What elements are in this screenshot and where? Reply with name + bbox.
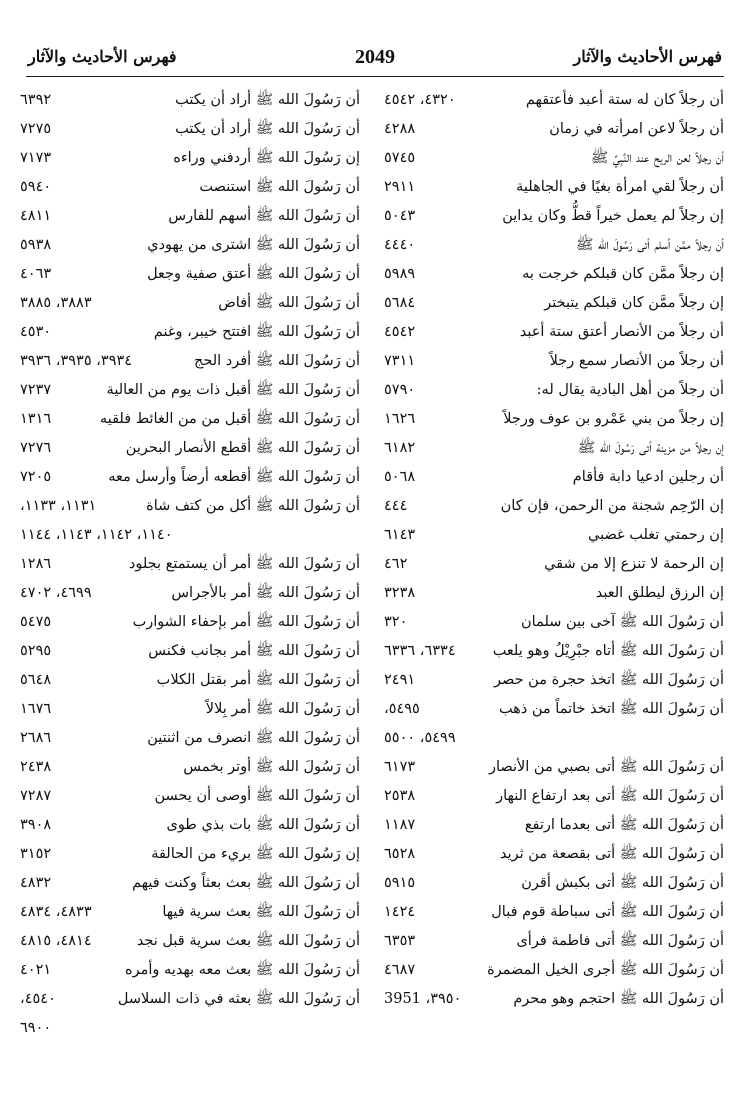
header-rule [26, 76, 724, 77]
index-entry [384, 869, 724, 898]
entry-refs: ٥٩١٥ [384, 875, 416, 891]
index-entry [20, 86, 360, 115]
entry-text: أن رَسُولَ الله ﷺ اتخذ حجرة من حصر [494, 672, 724, 688]
entry-text: أن رَسُولَ الله ﷺ أتى بقصعة من ثريد [499, 846, 724, 862]
index-entry [20, 405, 360, 434]
entry-refs: ٧٢٧٦ [20, 440, 52, 456]
index-entry [384, 376, 724, 405]
entry-text: أن رَسُولَ الله ﷺ أراد أن يكتب [175, 121, 360, 137]
entry-text: إن رَسُولَ الله ﷺ بريء من الحالقة [151, 846, 360, 862]
entry-refs-continued: ١١٤٠، ١١٤٢، ١١٤٣، ١١٤٤ [20, 527, 173, 543]
entry-refs: ٢٤٩١ [384, 672, 416, 688]
entry-refs: ١٤٢٤ [384, 904, 416, 920]
index-entry [384, 260, 724, 289]
entry-text: إن رجلاً ممَّن كان قبلكم يتبختر [544, 295, 724, 311]
entry-text: أن رَسُولَ الله ﷺ أفرد الحج [193, 353, 360, 369]
entry-refs: ٣٢٠ [384, 614, 408, 630]
entry-refs: ٢٥٣٨ [384, 788, 416, 804]
entry-refs: ٤٥٤٠، [20, 991, 56, 1007]
entry-text: أن رجلاً لاعن امرأته في زمان [549, 121, 724, 137]
entry-text: أن رَسُولَ الله ﷺ أمر بِلالاً [205, 701, 360, 717]
entry-text: أن رَسُولَ الله ﷺ انصرف من اثنتين [147, 730, 360, 746]
index-entry [20, 695, 360, 724]
entry-refs: ٥٢٩٥ [20, 643, 52, 659]
entry-refs: ٣٢٣٨ [384, 585, 416, 601]
entry-refs: ٣٩٠٨ [20, 817, 52, 833]
entry-refs: ٤٨١١ [20, 208, 52, 224]
index-entry [384, 289, 724, 318]
entry-refs: ٤٤٤ [384, 498, 408, 514]
entry-refs: ١٦٧٦ [20, 701, 52, 717]
entry-text: أن رجلاً لقي امرأة بغيًا في الجاهلية [516, 179, 724, 195]
right-column [384, 86, 724, 1014]
entry-refs: ٦١٧٣ [384, 759, 416, 775]
index-entry [384, 898, 724, 927]
entry-refs: ٤٦٨٧ [384, 962, 416, 978]
entry-text: أن رَسُولَ الله ﷺ بات بذي طوى [166, 817, 360, 833]
index-entry [384, 434, 724, 463]
entry-refs: ٥٤٧٥ [20, 614, 52, 630]
entry-refs: ٤٨١٤، ٤٨١٥ [20, 933, 92, 949]
entry-text: أن رَسُولَ الله ﷺ أمر أن يستمتع بجلود [128, 556, 360, 572]
entry-text: أن رَسُولَ الله ﷺ أوصى أن يحسن [154, 788, 360, 804]
index-entry [20, 144, 360, 173]
entry-refs: ٤٥٤٢ [384, 324, 416, 340]
entry-text: أن رَسُولَ الله ﷺ أراد أن يكتب [175, 92, 360, 108]
index-entry [20, 260, 360, 289]
index-entry [384, 231, 724, 260]
entry-refs: ٦١٤٣ [384, 527, 416, 543]
index-entry [20, 608, 360, 637]
index-entry [384, 985, 724, 1014]
index-entry [20, 376, 360, 405]
entry-refs: ٤٠٢١ [20, 962, 52, 978]
index-entry [20, 869, 360, 898]
entry-refs: ١٣١٦ [20, 411, 52, 427]
entry-text: إن رجلاً من بني عَمْرو بن عوف ورجلاً [503, 411, 724, 427]
index-entry [384, 927, 724, 956]
entry-refs: ٧٢٧٥ [20, 121, 52, 137]
entry-refs: ٤٥٣٠ [20, 324, 52, 340]
entry-text: إن الرّحِم شجنة من الرحمن، فإن كان [500, 498, 724, 514]
index-entry [20, 115, 360, 144]
entry-text: أن رَسُولَ الله ﷺ أمر بجانب فكنس [148, 643, 360, 659]
index-entry [20, 985, 360, 1043]
index-entry [384, 463, 724, 492]
entry-refs: ٤٣٢٠، ٤٥٤٢ [384, 92, 456, 108]
index-entry [384, 115, 724, 144]
entry-refs: ٢٤٣٨ [20, 759, 52, 775]
index-entry [20, 318, 360, 347]
entry-text: إن الرحمة لا تنزع إلا من شقي [544, 556, 724, 572]
index-entry [20, 347, 360, 376]
index-entry [20, 579, 360, 608]
entry-refs: ٧١٧٣ [20, 150, 52, 166]
entry-text: أن رَسُولَ الله ﷺ أوتر بخمس [183, 759, 360, 775]
entry-text: إن رجلاً ممَّن كان قبلكم خرجت به [522, 266, 724, 282]
entry-text: أن رَسُولَ الله ﷺ أتى بكبش أقرن [521, 875, 724, 891]
entry-refs: ٧٣١١ [384, 353, 416, 369]
entry-text: إن رجلاً لم يعمل خيراً قطُّ وكان يداين [502, 208, 724, 224]
index-entry [384, 318, 724, 347]
entry-refs: ٥٠٤٣ [384, 208, 416, 224]
entry-refs: ٥٩٨٩ [384, 266, 416, 282]
entry-text: أن رجلاً من الأنصار سمع رجلاً [549, 353, 724, 369]
index-entry [384, 666, 724, 695]
index-entry [20, 666, 360, 695]
index-entry [384, 579, 724, 608]
index-entry [20, 231, 360, 260]
entry-text: أن رجلاً ممَّن أسلم أتى رَسُولَ الله ﷺ [575, 237, 724, 253]
entry-refs: ٦٣٥٣ [384, 933, 416, 949]
entry-text: أن رَسُولَ الله ﷺ أمر بالأجراس [171, 585, 360, 601]
index-entry [20, 637, 360, 666]
entry-text: أن رَسُولَ الله ﷺ افتتح خيبر، وغنم [153, 324, 360, 340]
index-entry [20, 289, 360, 318]
entry-refs-continued: ٦٩٠٠ [20, 1020, 52, 1036]
entry-text: أن رَسُولَ الله ﷺ أقطعه أرضاً وأرسل معه [108, 469, 360, 485]
entry-refs: ١١٣١، ١١٣٣، [20, 498, 97, 514]
entry-refs: ٣١٥٢ [20, 846, 52, 862]
index-entry [384, 86, 724, 115]
index-entry [20, 753, 360, 782]
entry-refs: ١٢٨٦ [20, 556, 52, 572]
entry-text: أن رَسُولَ الله ﷺ بعث معه بهديه وأمره [125, 962, 360, 978]
entry-text: أن رجلاً لعن الريح عند النَّبِيِّ ﷺ [590, 150, 724, 166]
index-entry [384, 550, 724, 579]
entry-text: أن رجلاً من الأنصار أعتق ستة أعبد [519, 324, 724, 340]
index-entry [384, 521, 724, 550]
entry-text: أن رجلين ادعيا دابة فأقام [572, 469, 724, 485]
entry-text: أن رَسُولَ الله ﷺ استنصت [199, 179, 360, 195]
index-entry [384, 405, 724, 434]
index-entry [384, 347, 724, 376]
entry-text: أن رَسُولَ الله ﷺ أتى سباطة قوم فبال [491, 904, 724, 920]
index-entry [384, 144, 724, 173]
entry-refs: ٥٦٨٤ [384, 295, 416, 311]
entry-text: إن رَسُولَ الله ﷺ أردفني وراءه [173, 150, 360, 166]
entry-refs: ٦٥٢٨ [384, 846, 416, 862]
entry-text: أن رجلاً كان له ستة أعبد فأعتقهم [525, 92, 724, 108]
entry-refs: ٣٩٥٠، 3951 [384, 991, 462, 1007]
index-entry [20, 550, 360, 579]
entry-refs-continued: ٥٤٩٩، ٥٥٠٠ [384, 730, 456, 746]
entry-refs: ٣٨٨٣، ٣٨٨٥ [20, 295, 92, 311]
entry-text: أن رَسُولَ الله ﷺ أمر بقتل الكلاب [156, 672, 360, 688]
entry-text: إن رجلاً من مزينة أتى رَسُولَ الله ﷺ [577, 440, 724, 456]
entry-refs: ١٦٢٦ [384, 411, 416, 427]
index-entry [20, 173, 360, 202]
entry-text: أن رَسُولَ الله ﷺ اشترى من يهودي [147, 237, 360, 253]
entry-text: أن رَسُولَ الله ﷺ أقبل من من الغائط فلقيه [99, 411, 360, 427]
index-entry [384, 782, 724, 811]
entry-refs: ٤٨٣٢ [20, 875, 52, 891]
entry-refs: ٢٦٨٦ [20, 730, 52, 746]
entry-refs: ١١٨٧ [384, 817, 416, 833]
entry-refs: ٤٨٣٣، ٤٨٣٤ [20, 904, 92, 920]
entry-text: أن رَسُولَ الله ﷺ بعث سرية قبل نجد [136, 933, 360, 949]
entry-refs: ٥٩٤٠ [20, 179, 52, 195]
entry-text: أن رَسُولَ الله ﷺ بعث سرية فيها [162, 904, 360, 920]
entry-refs: ٥٧٩٠ [384, 382, 416, 398]
entry-text: أن رَسُولَ الله ﷺ بعث بعثاً وكنت فيهم [132, 875, 360, 891]
entry-text: أن رجلاً من أهل البادية يقال له: [536, 382, 724, 398]
page-header [28, 40, 722, 74]
index-entry [384, 956, 724, 985]
entry-refs: ٦١٨٢ [384, 440, 416, 456]
index-entry [20, 463, 360, 492]
entry-refs: ٦٣٣٤، ٦٣٣٦ [384, 643, 456, 659]
entry-text: أن رَسُولَ الله ﷺ أفاض [218, 295, 360, 311]
entry-refs: ٥٦٤٨ [20, 672, 52, 688]
entry-refs: ٧٢٠٥ [20, 469, 52, 485]
entry-text: أن رَسُولَ الله ﷺ أقبل ذات يوم من العالية [106, 382, 360, 398]
entry-text: أن رَسُولَ الله ﷺ احتجم وهو محرم [513, 991, 724, 1007]
entry-text: أن رَسُولَ الله ﷺ اتخذ خاتماً من ذهب [498, 701, 724, 717]
entry-text: أن رَسُولَ الله ﷺ بعثه في ذات السلاسل [117, 991, 360, 1007]
entry-refs: ٤٦٩٩، ٤٧٠٢ [20, 585, 92, 601]
index-entry [20, 898, 360, 927]
entry-text: أن رَسُولَ الله ﷺ أقطع الأنصار البحرين [125, 440, 360, 456]
left-column [20, 86, 360, 1043]
index-entry [384, 608, 724, 637]
index-entry [384, 637, 724, 666]
entry-refs: ٦٣٩٢ [20, 92, 52, 108]
entry-text: أن رَسُولَ الله ﷺ أتى بعدما ارتفع [524, 817, 724, 833]
index-entry [20, 956, 360, 985]
entry-refs: ٧٢٨٧ [20, 788, 52, 804]
entry-text: أن رَسُولَ الله ﷺ أتى بعد ارتفاع النهار [496, 788, 724, 804]
entry-text: إن الرزق ليطلق العبد [595, 585, 724, 601]
running-title-left: فهرس الأحاديث والآثار [28, 47, 177, 66]
index-entry [384, 202, 724, 231]
index-entry [20, 927, 360, 956]
entry-text: أن رَسُولَ الله ﷺ أتاه جبْرِيْلُ وهو يلعب [492, 643, 724, 659]
index-entry [20, 492, 360, 550]
entry-refs: ٤٤٤٠ [384, 237, 416, 253]
index-entry [384, 173, 724, 202]
entry-text: إن رحمتي تغلب غضبي [587, 527, 724, 543]
entry-text: أن رَسُولَ الله ﷺ آخى بين سلمان [521, 614, 724, 630]
index-entry [384, 811, 724, 840]
index-entry [20, 434, 360, 463]
entry-refs: ٥٩٣٨ [20, 237, 52, 253]
entry-refs: ٧٢٣٧ [20, 382, 52, 398]
entry-refs: ٤٢٨٨ [384, 121, 416, 137]
entry-refs: ٥٤٩٥، [384, 701, 420, 717]
entry-refs: ٢٩١١ [384, 179, 416, 195]
index-entry [20, 811, 360, 840]
index-entry [20, 840, 360, 869]
entry-refs: ٤٠٦٣ [20, 266, 52, 282]
index-entry [20, 782, 360, 811]
entry-text: أن رَسُولَ الله ﷺ أسهم للفارس [168, 208, 360, 224]
entry-text: أن رَسُولَ الله ﷺ أتى بصبي من الأنصار [488, 759, 724, 775]
entry-text: أن رَسُولَ الله ﷺ أتى فاطمة فرأى [516, 933, 724, 949]
entry-text: أن رَسُولَ الله ﷺ أكل من كتف شاة [146, 498, 360, 514]
index-entry [384, 840, 724, 869]
entry-refs: ٥٠٦٨ [384, 469, 416, 485]
entry-refs: ٤٦٢ [384, 556, 408, 572]
entry-refs: ٥٧٤٥ [384, 150, 416, 166]
entry-text: أن رَسُولَ الله ﷺ أجرى الخيل المضمرة [487, 962, 724, 978]
page-number: 2049 [355, 46, 395, 68]
entry-refs: ٣٩٣٤، ٣٩٣٥، ٣٩٣٦ [20, 353, 133, 369]
index-entry [20, 724, 360, 753]
index-entry [384, 695, 724, 753]
index-entry [20, 202, 360, 231]
index-entry [384, 492, 724, 521]
entry-text: أن رَسُولَ الله ﷺ أمر بإحفاء الشوارب [132, 614, 360, 630]
index-entry [384, 753, 724, 782]
running-title-right: فهرس الأحاديث والآثار [573, 47, 722, 66]
entry-text: أن رَسُولَ الله ﷺ أعتق صفية وجعل [147, 266, 360, 282]
